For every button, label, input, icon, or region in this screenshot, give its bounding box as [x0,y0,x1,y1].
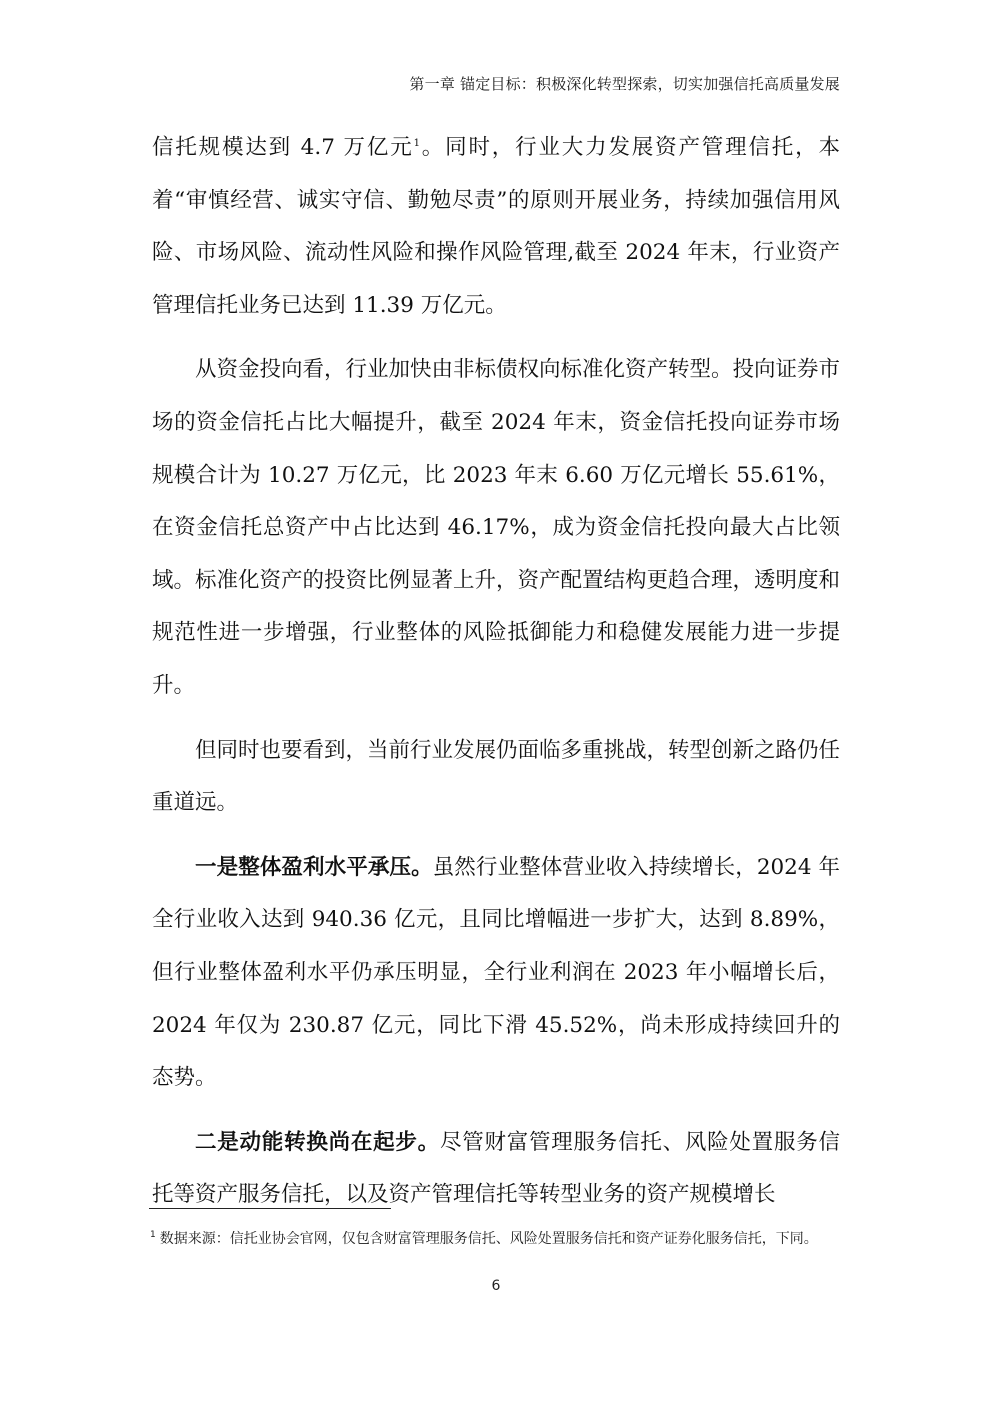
paragraph-4-lead: 一是整体盈利水平承压。 [195,854,433,880]
paragraph-3 [152,725,840,830]
running-header: 第一章 锚定目标：积极深化转型探索，切实加强信托高质量发展 [409,75,840,93]
footnote [150,1228,846,1250]
paragraph-5-text: 尽管财富管理服务信托、风险处置服务信托等资产服务信托，以及资产管理信托等转型业务的资产规模增长 [152,1129,840,1208]
paragraph-4 [152,842,840,1105]
paragraph-5 [152,1117,840,1222]
paragraph-5-lead: 二是动能转换尚在起步。 [195,1129,440,1155]
paragraph-3-text: 但同时也要看到，当前行业发展仍面临多重挑战，转型创新之路仍任重道远。 [152,737,841,816]
footnote-text: 数据来源：信托业协会官网，仅包含财富管理服务信托、风险处置服务信托和资产证券化服务信托，下同。 [159,1231,818,1247]
paragraph-1-text-b: 。同时，行业大力发展资产管理信托，本着“审慎经营、诚实守信、勤勉尽责”的原则开展业务，持续加强信用风险、市场风险、流动性风险和操作风险管理,截至 2024 年末，行业资产管理信托业务已达到 11.39 万亿元。 [152,135,840,318]
body-text [152,122,840,1222]
page-number: 6 [491,1278,501,1294]
footnote-reference[interactable]: 1 [413,137,420,149]
paragraph-4-text: 虽然行业整体营业收入持续增长，2024 年全行业收入达到 940.36 亿元，且同比增幅进一步扩大，达到 8.89%，但行业整体盈利水平仍承压明显，全行业利润在 2023 年小幅增长后，2024 年仅为 230.87 亿元，同比下滑 45.52%，尚未形成持续回升的态势。 [152,854,840,1091]
footnote-separator [149,1208,391,1209]
footnote-marker: 1 [150,1230,156,1241]
paragraph-1-text-a: 信托规模达到 4.7 万亿元 [152,135,414,160]
paragraph-2 [152,344,840,712]
paragraph-2-text: 从资金投向看，行业加快由非标债权向标准化资产转型。投向证券市场的资金信托占比大幅提升，截至 2024 年末，资金信托投向证券市场规模合计为 10.27 万亿元，比 2023 年末 6.60 万亿元增长 55.61%，在资金信托总资产中占比达到 46.17%，成为资金信托投向最大占比领域。标准化资产的投资比例显著上升，资产配置结构更趋合理，透明度和规范性进一步增强，行业整体的风险抵御能力和稳健发展能力进一步提升。 [152,357,841,698]
paragraph-1 [152,122,840,332]
